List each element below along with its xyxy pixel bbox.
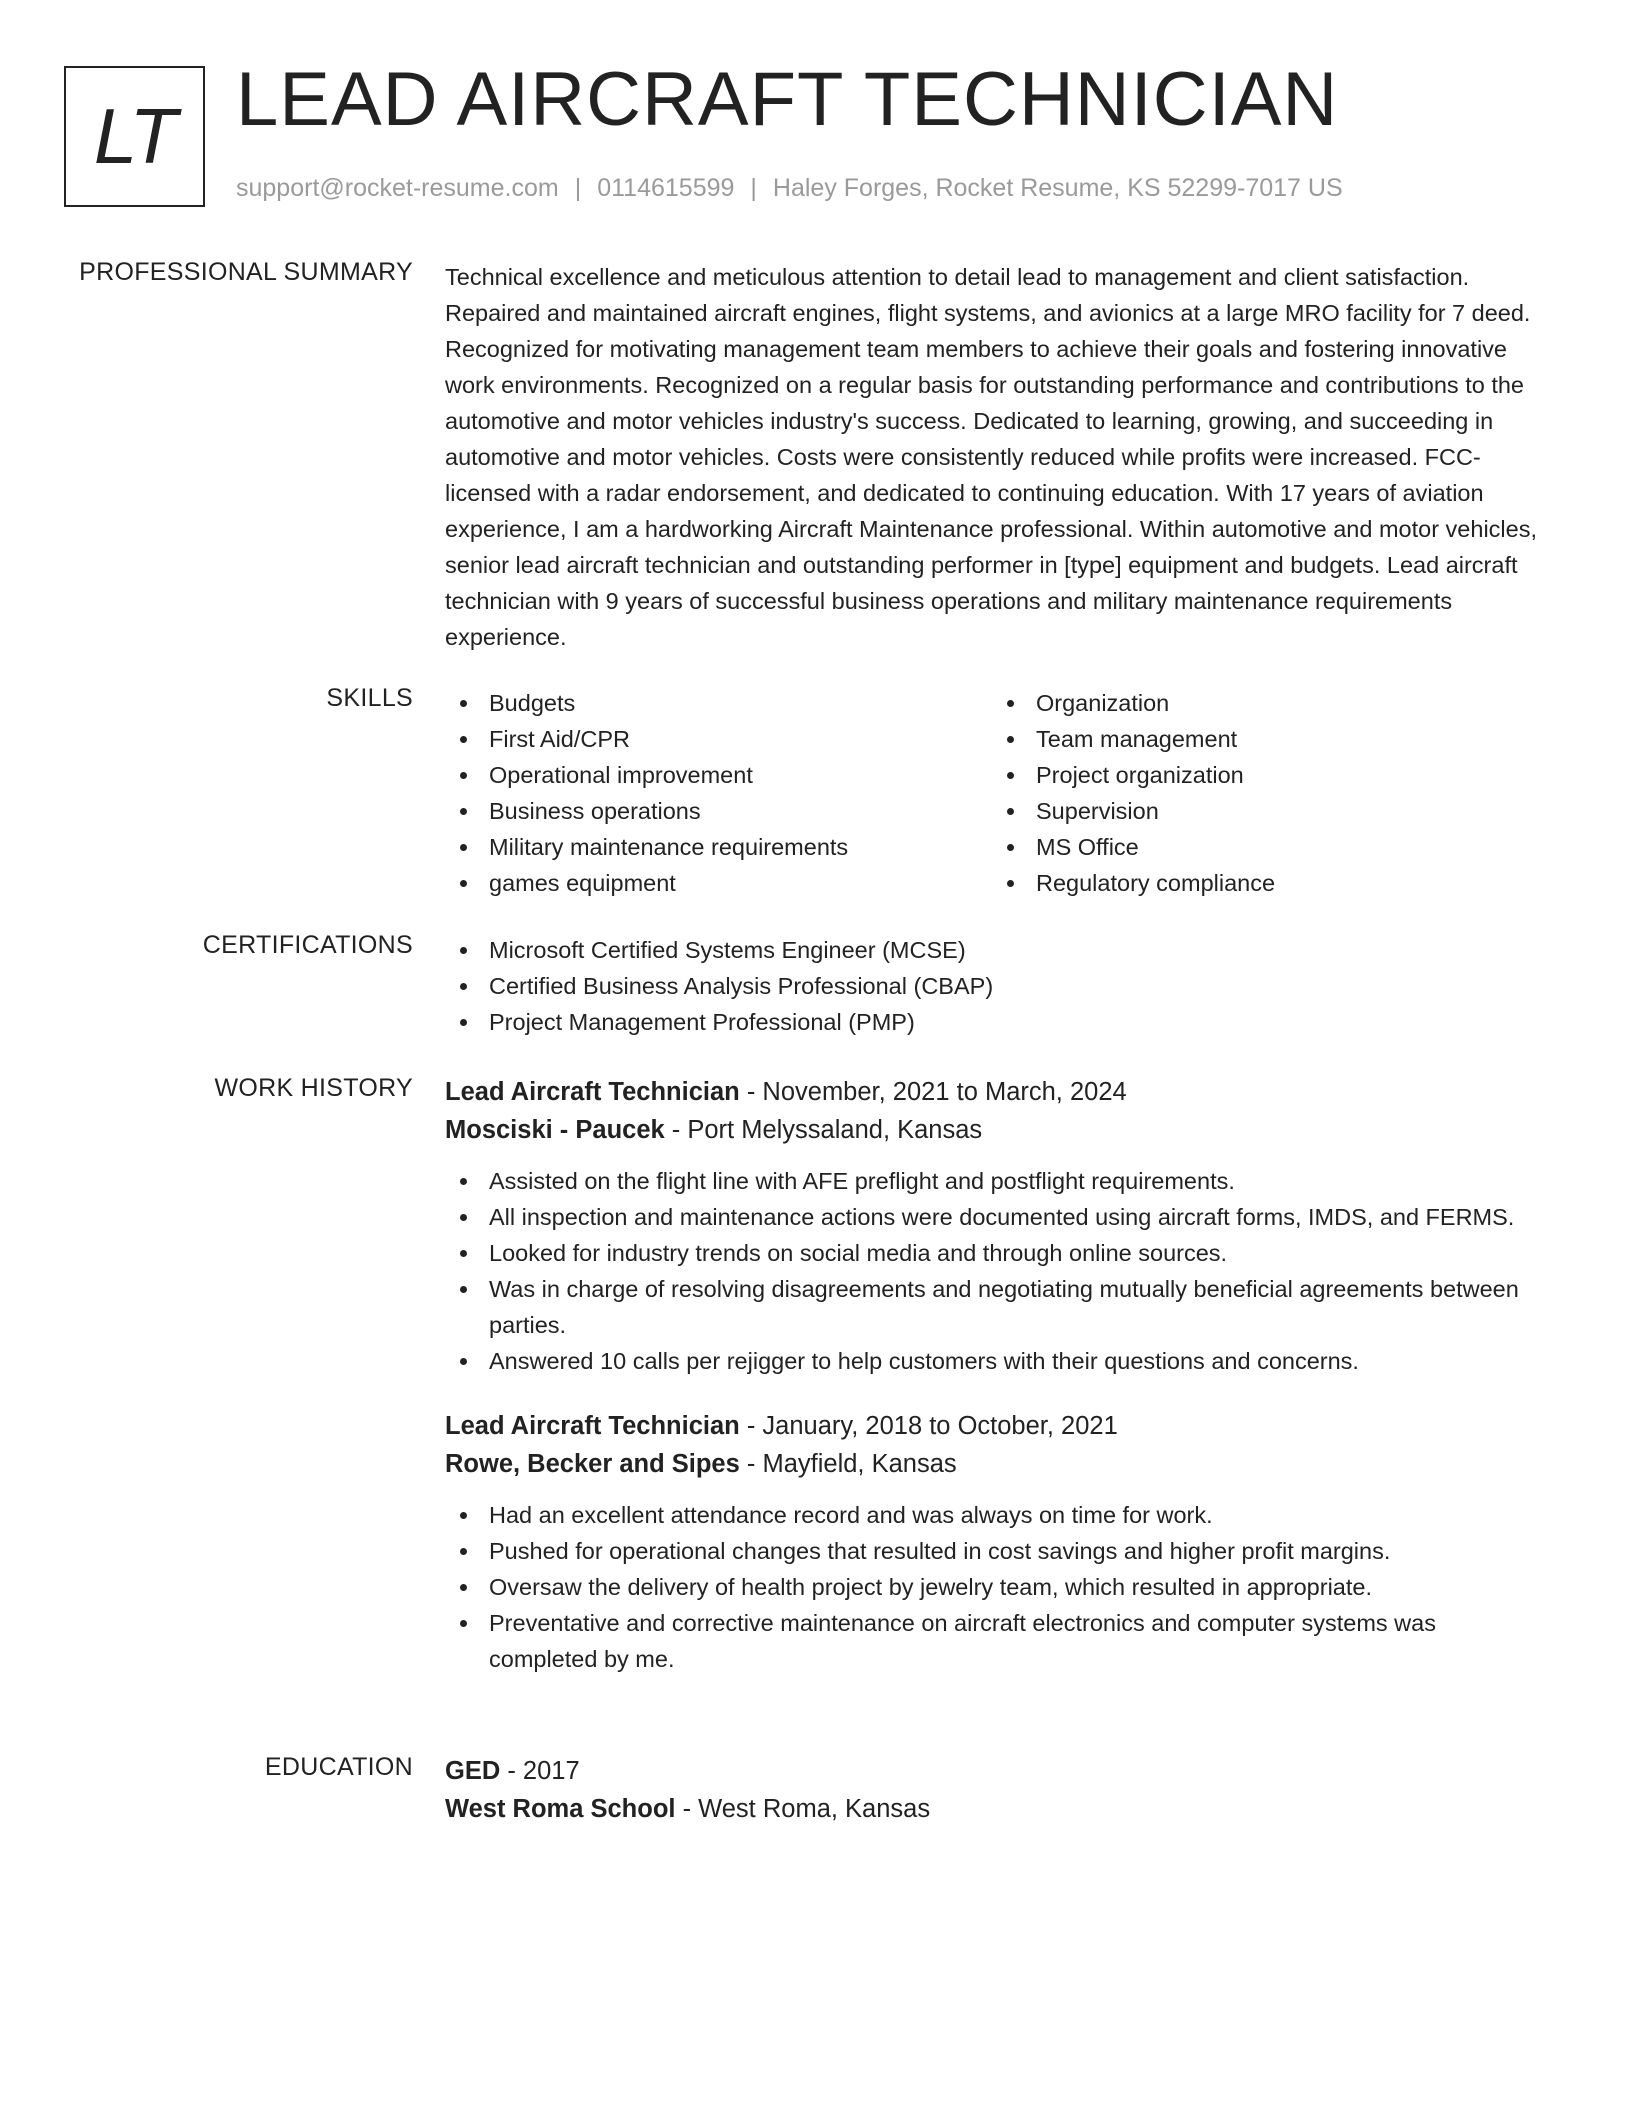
job-location: - Port Melyssaland, Kansas <box>664 1116 983 1144</box>
job-company: Rowe, Becker and Sipes <box>445 1450 740 1478</box>
education-degree-line <box>445 1752 1540 1790</box>
education-school-line <box>445 1790 1540 1828</box>
job-entry <box>445 1407 1540 1677</box>
list-item: Assisted on the flight line with AFE preflight and postflight requirements. <box>445 1163 1540 1199</box>
list-item: Team management <box>992 721 1539 757</box>
list-item: Business operations <box>445 793 992 829</box>
list-item: Was in charge of resolving disagreements and negotiating mutually beneficial agreements between parties. <box>445 1271 1540 1343</box>
education-location: - West Roma, Kansas <box>675 1795 931 1823</box>
job-location: - Mayfield, Kansas <box>739 1450 957 1478</box>
list-item: Answered 10 calls per rejigger to help customers with their questions and concerns. <box>445 1343 1540 1379</box>
job-title-line <box>445 1073 1540 1111</box>
list-item: Organization <box>992 685 1539 721</box>
list-item: Oversaw the delivery of health project by jewelry team, which resulted in appropriate. <box>445 1569 1540 1605</box>
list-item: Operational improvement <box>445 757 992 793</box>
job-title-line <box>445 1407 1540 1445</box>
certifications-list <box>445 932 1540 1040</box>
resume-name: LEAD AIRCRAFT TECHNICIAN <box>236 57 1339 142</box>
education-body <box>445 1752 1540 1828</box>
section-label-summary: PROFESSIONAL SUMMARY <box>79 258 413 286</box>
job-dates: - November, 2021 to March, 2024 <box>739 1078 1127 1106</box>
list-item: Budgets <box>445 685 992 721</box>
list-item: Military maintenance requirements <box>445 829 992 865</box>
list-item: First Aid/CPR <box>445 721 992 757</box>
contact-address: Haley Forges, Rocket Resume, KS 52299-7017 US <box>772 174 1343 202</box>
job-entry <box>445 1073 1540 1379</box>
contact-line <box>236 174 1343 203</box>
list-item: Looked for industry trends on social media and through online sources. <box>445 1235 1540 1271</box>
job-dates: - January, 2018 to October, 2021 <box>739 1412 1118 1440</box>
job-duties-list <box>445 1497 1540 1677</box>
education-school: West Roma School <box>445 1795 676 1823</box>
skills-columns <box>445 685 1540 901</box>
list-item: games equipment <box>445 865 992 901</box>
list-item: Project organization <box>992 757 1539 793</box>
job-company-line <box>445 1111 1540 1149</box>
education-year: - 2017 <box>500 1757 580 1785</box>
summary-text: Technical excellence and meticulous attention to detail lead to management and client satisfaction. Repaired and maintained aircraft engines, flight systems, and avionics at a large MRO facility for 7 deed. Recognized for motivating management team members to achieve their goals and fostering innovative work environments. Recognized on a regular basis for outstanding performance and contributions to the automotive and motor vehicles industry's success. Dedicated to learning, growing, and succeeding in automotive and motor vehicles. Costs were consistently reduced while profits were increased. FCC-licensed with a radar endorsement, and dedicated to continuing education. With 17 years of aviation experience, I am a hardworking Aircraft Maintenance professional. Within automotive and motor vehicles, senior lead aircraft technician and outstanding performer in [type] equipment and budgets. Lead aircraft technician with 9 years of successful business operations and military maintenance requirements experience. <box>445 264 1537 650</box>
list-item: Pushed for operational changes that resulted in cost savings and higher profit margins. <box>445 1533 1540 1569</box>
job-title: Lead Aircraft Technician <box>445 1412 740 1440</box>
section-label-skills: SKILLS <box>326 684 413 712</box>
contact-phone[interactable]: 0114615599 <box>597 174 735 202</box>
monogram-logo: LT <box>64 66 205 207</box>
job-company: Mosciski - Paucek <box>445 1116 665 1144</box>
job-company-line <box>445 1445 1540 1483</box>
list-item: Project Management Professional (PMP) <box>445 1004 1540 1040</box>
job-duties-list <box>445 1163 1540 1379</box>
education-degree: GED <box>445 1757 501 1785</box>
list-item: MS Office <box>992 829 1539 865</box>
list-item: Certified Business Analysis Professional (CBAP) <box>445 968 1540 1004</box>
list-item: Had an excellent attendance record and was always on time for work. <box>445 1497 1540 1533</box>
contact-separator: | <box>574 174 582 202</box>
list-item: Regulatory compliance <box>992 865 1539 901</box>
contact-email[interactable]: support@rocket-resume.com <box>236 174 559 202</box>
list-item: Microsoft Certified Systems Engineer (MCSE) <box>445 932 1540 968</box>
skills-list-right <box>992 685 1539 901</box>
list-item: Preventative and corrective maintenance on aircraft electronics and computer systems was completed by me. <box>445 1605 1540 1677</box>
section-label-certifications: CERTIFICATIONS <box>202 931 413 959</box>
contact-separator: | <box>750 174 757 202</box>
skills-list-left <box>445 685 992 901</box>
job-title: Lead Aircraft Technician <box>445 1078 740 1106</box>
work-history-body <box>445 1073 1540 1677</box>
section-label-education: EDUCATION <box>264 1753 413 1781</box>
certifications-body <box>445 932 1540 1040</box>
list-item: All inspection and maintenance actions were documented using aircraft forms, IMDS, and FERMS. <box>445 1199 1540 1235</box>
list-item: Supervision <box>992 793 1539 829</box>
section-label-work: WORK HISTORY <box>214 1074 413 1102</box>
